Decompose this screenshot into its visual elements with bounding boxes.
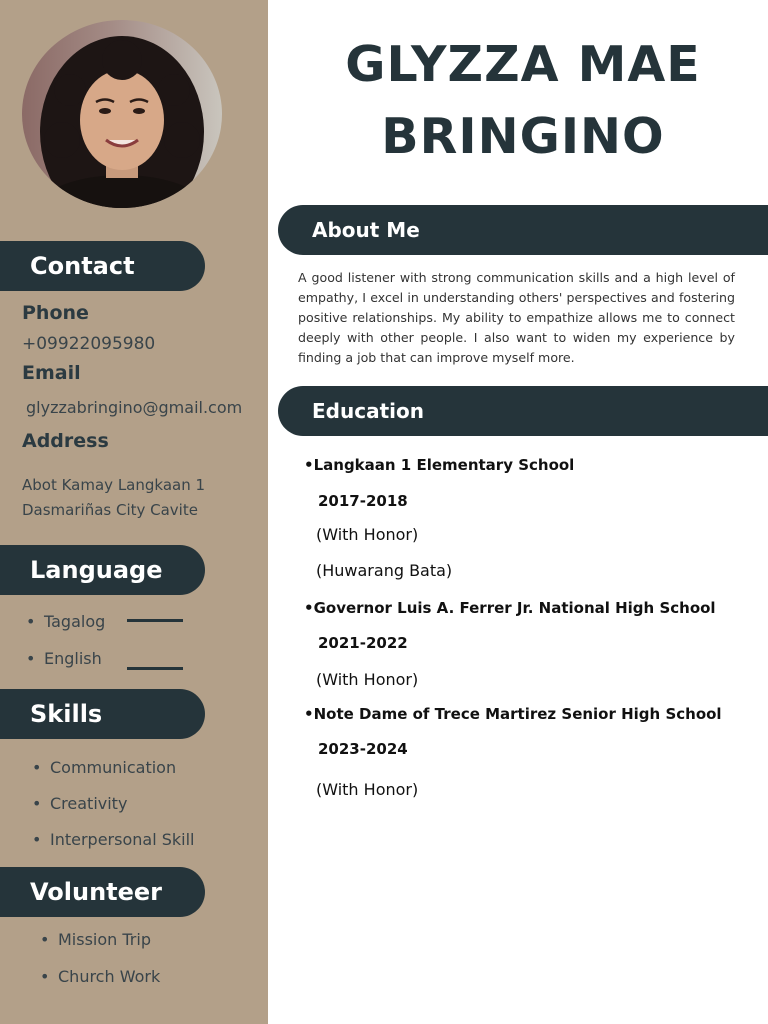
education-school: •Note Dame of Trece Martirez Senior High School (304, 705, 722, 723)
volunteer-item: • Church Work (58, 967, 160, 986)
education-school: •Langkaan 1 Elementary School (304, 456, 575, 474)
skills-heading: Skills (0, 689, 205, 739)
address-label: Address (22, 430, 109, 452)
skill-item: • Creativity (50, 794, 127, 813)
skill-item: • Communication (50, 758, 176, 777)
language-item: • English (44, 649, 102, 668)
education-heading: Education (278, 386, 768, 436)
education-years: 2023-2024 (318, 740, 408, 758)
address-line-2: Dasmariñas City Cavite (22, 501, 198, 519)
about-text: A good listener with strong communication skills and a high level of empathy, I excel in understanding others' perspectives and fostering positive relationships. My ability to empathize allows me to connect deeply with other people. I also want to widen my experience by finding a job that can improve myself more. (298, 270, 735, 365)
education-note: (With Honor) (316, 670, 419, 689)
name-line-1: GLYZZA MAE (345, 36, 701, 93)
education-school: •Governor Luis A. Ferrer Jr. National High School (304, 599, 716, 617)
language-item: • Tagalog (44, 612, 105, 631)
language-heading: Language (0, 545, 205, 595)
profile-photo (22, 20, 222, 208)
education-note: (Huwarang Bata) (316, 561, 453, 580)
sidebar (0, 0, 268, 1024)
language-level-bar (127, 619, 183, 622)
volunteer-item: • Mission Trip (58, 930, 151, 949)
email-label: Email (22, 362, 81, 384)
education-note: (With Honor) (316, 780, 419, 799)
volunteer-heading: Volunteer (0, 867, 205, 917)
address-line-1: Abot Kamay Langkaan 1 (22, 476, 206, 494)
education-years: 2021-2022 (318, 634, 408, 652)
education-years: 2017-2018 (318, 492, 408, 510)
email-value: glyzzabringino@gmail.com (26, 398, 243, 417)
skill-item: • Interpersonal Skill (50, 830, 195, 849)
contact-heading: Contact (0, 241, 205, 291)
phone-label: Phone (22, 302, 89, 324)
name-line-2: BRINGINO (381, 108, 665, 165)
language-level-bar (127, 667, 183, 670)
education-note: (With Honor) (316, 525, 419, 544)
phone-value: +09922095980 (22, 334, 156, 354)
about-heading: About Me (278, 205, 768, 255)
